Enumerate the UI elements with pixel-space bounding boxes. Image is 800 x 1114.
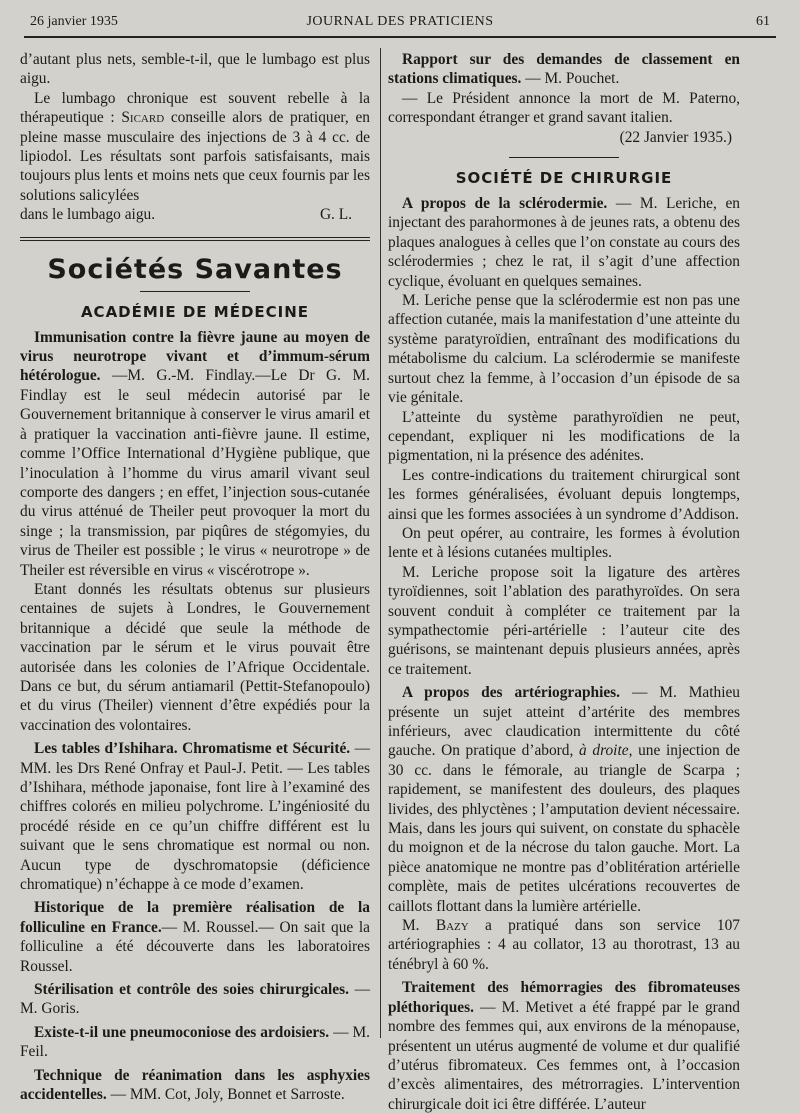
article: [20, 1066, 370, 1105]
article: [388, 683, 740, 916]
article-author: — M. Leriche,: [607, 195, 717, 213]
section-title: Sociétés Savantes: [47, 253, 343, 285]
article: [20, 1023, 370, 1062]
text: dans le lumbago aigu.: [20, 206, 156, 224]
header-journal-title: JOURNAL DES PRATICIENS: [306, 14, 494, 29]
text: M.: [402, 917, 436, 935]
article-text: a été frappé par le grand nombre des femmes qui, aux environs de la ménopause, présentent un utérus augmenté de volume et dur qualifié d’utérus fibromateux. Ces femmes ont, à l’occasion d’excès alimentaires, des métrorragies. L’intervention chirurgicale doit ici être différée. L’auteur: [388, 998, 740, 1113]
paragraph: Les contre-indications du traitement chirurgical sont les formes généralisées, évoluant depuis longtemps, ainsi que les formes associées à un syndrome d’Addison.: [388, 466, 740, 523]
emphasis: à droite: [579, 742, 629, 760]
session-date: (22 Janvier 1935.): [619, 128, 732, 146]
text: a pratiqué dans son service 107 artériographies : 4 au collator, 13 au thorotrast, 13 au ténébryl à 60 %.: [388, 917, 740, 973]
article-author: — M. Metivet: [473, 998, 574, 1016]
article-author: —M. G.-M. Findlay.: [100, 367, 256, 385]
article-title: A propos de la sclérodermie.: [402, 195, 608, 213]
paragraph: Etant donnés les résultats obtenus sur plusieurs centaines de sujets à Londres, le Gouvernement britannique a décidé que seule la méthode de vaccination par le sérum et le virus pouvait être autorisée dans les colonies de l’Afrique Occidentale. Dans ce but, du sérum antiamaril (Pettit-Stefanopoulo) et du virus (Theiler) viennent d’être expédiés pour la vaccination des volontaires.: [20, 580, 370, 734]
article-title: Rapport sur des demandes de classement en stations climatiques.: [388, 51, 740, 88]
article: [20, 328, 370, 580]
paragraph: d’autant plus nets, semble-t-il, que le lumbago est plus aigu.: [20, 51, 370, 88]
left-column: [20, 50, 370, 1105]
article-text: —Le Dr G. M. Findlay est le seul médecin autorisé par le Gouvernement britannique à conserver le virus amaril et à pratiquer la vaccination anti-fièvre jaune. Il estime, comme l’Office International d’Hygiène publique, que l’inoculation à l’homme du virus amaril vivant seul comporte des dangers ; en effet, l’injection sous-cutanée du virus atténué de Theiler peut provoquer la mort du singe ; la transmission, par piqûres de stégomyies, du virus de Theiler est possible ; le virus « neurotrope » de Theiler est réversible en virus « viscérotrope ».: [20, 367, 371, 579]
double-rule: [20, 237, 370, 241]
article-text: — On sait que la folliculine a été découverte dans les laboratoires Roussel.: [20, 918, 370, 975]
article-title: Immunisation contre la fièvre jaune au moyen de virus neurotrope vivant et d’immum-sérum hétérologue.: [20, 328, 370, 385]
article-text: , une injection de 30 cc. dans le fémorale, au triangle de Scarpa ; rapidement, se manifestent des douleurs, des plaques livides, des phlyctènes ; l’amputation devient nécessaire. Mais, dans les jours qui suivent, on constate du sphacèle du moignon et de la nécrose du talon gauche. Mort. La pièce anatomique ne montre pas d’oblitération artérielle complète, mais de petites ulcérations recouvertes de caillots flottant dans la lumière artérielle.: [388, 742, 740, 915]
article-text: en injectant des parahormones à de jeunes rats, a obtenu des plaques analogues à celles que l’on constate au cours des sclérodermies ; chez le rat, il s’agit d’une affection cyclique, évoluant en quelques semaines.: [388, 195, 740, 290]
page-header: [30, 14, 770, 32]
article-title: Technique de réanimation dans les asphyxies accidentelles.: [20, 1066, 370, 1104]
subsection-title: ACADÉMIE DE MÉDECINE: [80, 302, 310, 321]
article-text: présente un sujet atteint d’artérite des membres inférieurs, avec claudication intermittente du côté gauche. On pratique d’abord,: [388, 703, 740, 760]
paragraph: [20, 89, 370, 205]
article-author: — M. Roussel.: [161, 918, 259, 936]
column-divider: [380, 48, 381, 1038]
article-author: — M. Feil.: [20, 1023, 370, 1061]
article: [20, 898, 370, 976]
signature: G. L.: [319, 206, 352, 224]
short-rule: [509, 157, 619, 158]
paragraph: [388, 916, 740, 974]
text: conseille alors de pratiquer, en pleine masse musculaire des injections de 3 à 4 cc. de lipiodol. Les résultats sont parfois satisfaisants, mais toujours plus lents et moins nets que ceux fournis par les solutions salicylées: [20, 109, 370, 204]
article-author: — M. Goris.: [20, 981, 370, 1018]
signature-line: [20, 205, 370, 224]
article: [20, 980, 370, 1019]
paragraph: — Le Président annonce la mort de M. Paterno, correspondant étranger et grand savant italien.: [388, 89, 740, 127]
paragraph: L’atteinte du système parathyroïdien ne peut, cependant, expliquer ni les modifications de la pigmentation, ni la présence des adénites.: [388, 408, 740, 465]
author-name: Sicard: [121, 109, 165, 127]
page-number: 61: [756, 14, 770, 29]
article-title: Existe-t-il une pneumoconiose des ardoisiers.: [34, 1023, 330, 1041]
text: Le lumbago chronique est souvent rebelle à la thérapeutique :: [20, 89, 370, 127]
article: [20, 739, 370, 894]
short-rule: [140, 291, 250, 292]
article-title: Les tables d’Ishihara. Chromatisme et Sécurité.: [34, 740, 351, 758]
article-author: — MM. les Drs René Onfray et Paul-J. Petit.: [20, 740, 370, 777]
header-date: 26 janvier 1935: [30, 14, 118, 29]
article-text: — Les tables d’Ishihara, méthode japonaise, font lire à l’examiné des chiffres colorés en milieu polychrome. L’ingéniosité du procédé réside en ce qu’un chiffre différent est lu suivant que le sens chromatique est normal ou non. Aucun type de dyschromatopsie (déficience chromatique) n’échappe à ce mode d’examen.: [20, 759, 371, 894]
article-title: Historique de la première réalisation de la folliculine en France.: [20, 899, 370, 936]
article-title: Traitement des hémorragies des fibromateuses pléthoriques.: [388, 979, 740, 1016]
article: [388, 978, 740, 1114]
paragraph: On peut opérer, au contraire, les formes à évolution lente et à lésions cutanées multiples.: [388, 524, 740, 562]
subsection-title: SOCIÉTÉ DE CHIRURGIE: [455, 169, 673, 188]
paragraph: M. Leriche pense que la sclérodermie est non pas une affection cutanée, mais la manifestation d’une atteinte du système paratyroïdien, entraînant des modifications du métabolisme du calcium. La sclérodermie se manifeste surtout chez la femme, à l’occasion d’un épisode de sa vie génitale.: [388, 292, 740, 407]
article-author: — M. Pouchet.: [521, 70, 620, 88]
article: [388, 194, 740, 291]
paragraph: M. Leriche propose soit la ligature des artères tyroïdiennes, soit l’ablation des parathyroïdes. On sera souvent conduit à compléter ce traitement par la sympathectomie péri-artérielle : l’auteur cite des guérisons, se maintenant depuis plusieurs années, après ce traitement.: [388, 563, 740, 678]
right-column: [388, 50, 740, 1114]
author-name: Bazy: [435, 917, 469, 935]
header-rule: [24, 36, 776, 38]
article-author: — M. Mathieu: [620, 684, 740, 702]
article-author: — MM. Cot, Joly, Bonnet et Sarroste.: [106, 1086, 345, 1104]
article-title: A propos des artériographies.: [402, 684, 621, 702]
article: [388, 50, 740, 89]
article-title: Stérilisation et contrôle des soies chirurgicales.: [34, 981, 349, 999]
